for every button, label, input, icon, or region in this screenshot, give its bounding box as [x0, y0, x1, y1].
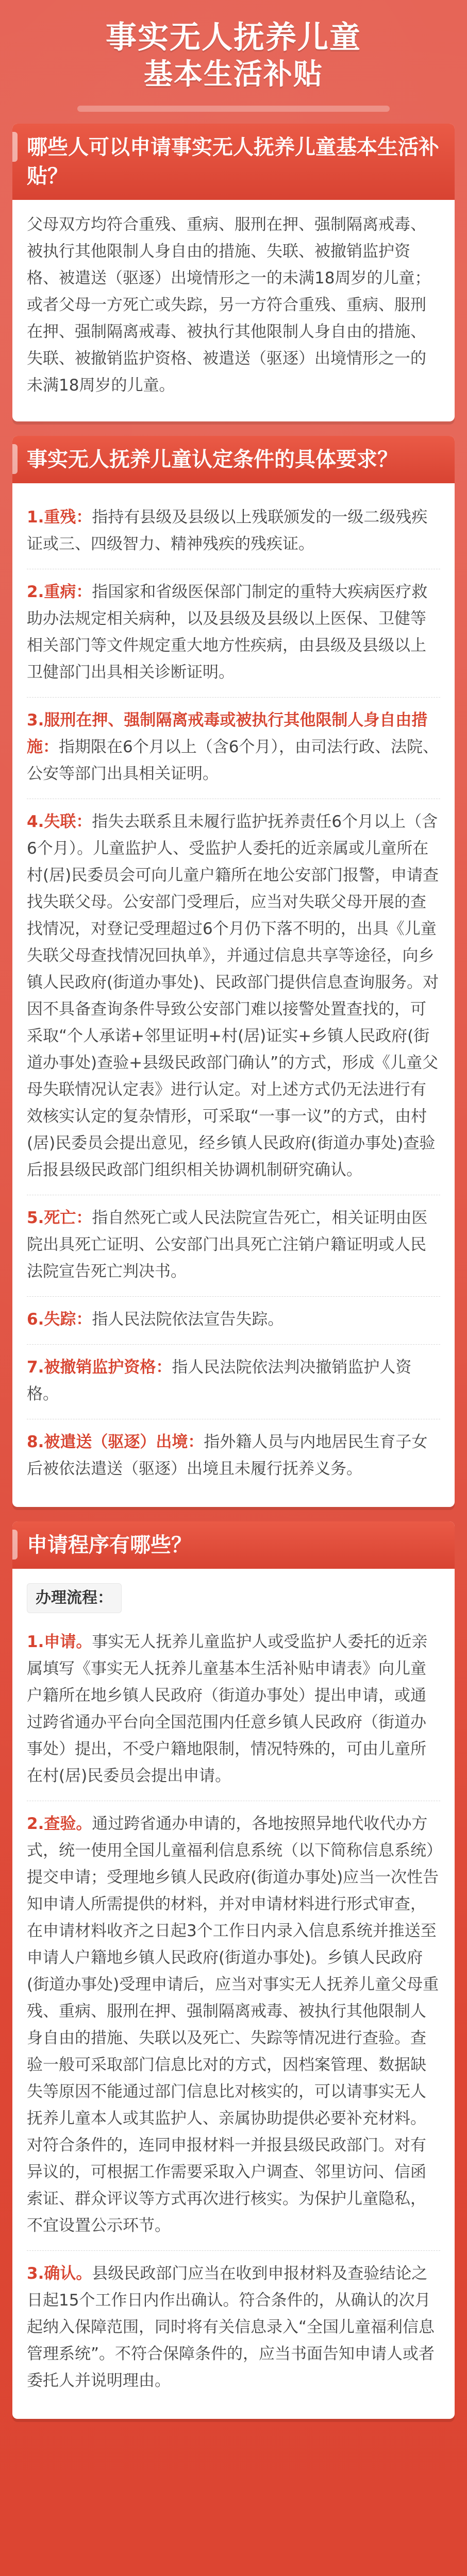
- requirement-text: 指国家和省级医保部门制定的重特大疾病医疗救助办法规定相关病种，以及县级及县级以上医保、卫健等相关部门等文件规定重大地方性疾病，由县级及县级以上卫健部门出具相关诊断证明。: [27, 583, 428, 682]
- requirement-label: 5.死亡：: [27, 1209, 92, 1227]
- section-heading-text: 哪些人可以申请事实无人抚养儿童基本生活补贴？: [27, 135, 439, 188]
- section-body: [12, 200, 455, 421]
- process-step-text: 事实无人抚养儿童监护人或受监护人委托的近亲属填写《事实无人抚养儿童基本生活补贴申请表》向儿童户籍所在地乡镇人民政府（街道办事处）提出申请，或通过跨省通办平台向全国范围内任意乡镇人民政府（街道办事处）提出，不受户籍地限制，情况特殊的，可由儿童所在村(居)民委员会提出申请。: [27, 1633, 428, 1785]
- requirement-text: 指人民法院依法宣告失踪。: [92, 1310, 284, 1329]
- section-heading: [12, 124, 455, 200]
- requirement-item: [27, 698, 440, 799]
- section-application-procedure: [12, 1521, 455, 2419]
- title-decoration: [77, 106, 390, 112]
- requirement-label: 8.被遣送（驱逐）出境：: [27, 1433, 204, 1451]
- section-heading-accent: [12, 132, 18, 162]
- requirement-label: 6.失踪：: [27, 1310, 92, 1329]
- process-step: [27, 2251, 440, 2405]
- section-paragraph: 父母双方均符合重残、重病、服刑在押、强制隔离戒毒、被执行其他限制人身自由的措施、失联、被撤销监护资格、被遣送（驱逐）出境情形之一的未满18周岁的儿童；或者父母一方死亡或失踪，另一方符合重残、重病、服刑在押、强制隔离戒毒、被执行其他限制人身自由的措施、失联、被撤销监护资格、被遣送（驱逐）出境情形之一的未满18周岁的儿童。: [27, 215, 431, 395]
- section-body: [12, 483, 455, 1507]
- section-heading-text: 申请程序有哪些？: [27, 1533, 192, 1557]
- section-card: [12, 124, 455, 421]
- process-step-label: 2.查验。: [27, 1815, 92, 1833]
- section-card: [12, 436, 455, 1507]
- requirement-text: 指期限在6个月以上（含6个月），由司法行政、法院、公安等部门出具相关证明。: [27, 738, 439, 783]
- requirement-item: [27, 1345, 440, 1419]
- requirement-item: [27, 799, 440, 1195]
- requirement-label: 2.重病：: [27, 583, 92, 601]
- requirement-label: 7.被撤销监护资格：: [27, 1358, 172, 1377]
- title-line-2: 基本生活补贴: [144, 58, 323, 91]
- section-heading-accent: [12, 444, 18, 474]
- requirement-text: 指外籍人员与内地居民生育子女后被依法遣送（驱逐）出境且未履行抚养义务。: [27, 1433, 428, 1478]
- section-heading: [12, 436, 455, 483]
- requirement-item: [27, 569, 440, 698]
- process-step-label: 1.申请。: [27, 1633, 92, 1651]
- section-recognition-requirements: [12, 436, 455, 1507]
- requirement-label: 1.重残：: [27, 508, 92, 527]
- process-step: [27, 1619, 440, 1801]
- requirement-item: [27, 1297, 440, 1345]
- process-step-text: 县级民政部门应当在收到申报材料及查验结论之日起15个工作日内作出确认。符合条件的，从确认的次月起纳入保障范围，同时将有关信息录入“全国儿童福利信息管理系统”。不符合保障条件的，应当书面告知申请人或者委托人并说明理由。: [27, 2264, 435, 2390]
- requirement-text: 指持有县级及县级以上残联颁发的一级二级残疾证或三、四级智力、精神残疾的残疾证。: [27, 508, 428, 553]
- requirement-text: 指自然死亡或人民法院宣告死亡，相关证明由医院出具死亡证明、公安部门出具死亡注销户籍证明或人民法院宣告死亡判决书。: [27, 1209, 428, 1281]
- requirement-item: [27, 1419, 440, 1494]
- section-body: [12, 1569, 455, 2419]
- requirement-item: [27, 495, 440, 569]
- requirement-item: [27, 1195, 440, 1297]
- process-subheading: 办理流程：: [27, 1583, 122, 1613]
- section-heading: [12, 1521, 455, 1569]
- section-heading-accent: [12, 1530, 18, 1560]
- process-step-text: 通过跨省通办申请的，各地按照异地代收代办方式，统一使用全国儿童福利信息系统（以下简称信息系统）提交申请；受理地乡镇人民政府(街道办事处)应当一次性告知申请人所需提供的材料，并对申请材料进行形式审查，在申请材料收齐之日起3个工作日内录入信息系统并推送至申请人户籍地乡镇人民政府(街道办事处)。乡镇人民政府(街道办事处)受理申请后，应当对事实无人抚养儿童父母重残、重病、服刑在押、强制隔离戒毒、被执行其他限制人身自由的措施、失联以及死亡、失踪等情况进行查验。查验一般可采取部门信息比对的方式，因档案管理、数据缺失等原因不能通过部门信息比对核实的，可以请事实无人抚养儿童本人或其监护人、亲属协助提供必要补充材料。对符合条件的，连同申报材料一并报县级民政部门。对有异议的，可根据工作需要采取入户调查、邻里访问、信函索证、群众评议等方式再次进行核实。为保护儿童隐私，不宜设置公示环节。: [27, 1815, 439, 2235]
- process-step-label: 3.确认。: [27, 2264, 92, 2283]
- requirement-label: 3.服刑在押、强制隔离戒毒或被执行其他限制人身自由措施：: [27, 711, 428, 756]
- header: [0, 0, 467, 124]
- requirement-text: 指人民法院依法判决撤销监护人资格。: [27, 1358, 412, 1403]
- page-title: [0, 19, 467, 93]
- requirement-label: 4.失联：: [27, 812, 92, 831]
- process-step: [27, 1801, 440, 2251]
- section-card: [12, 1521, 455, 2419]
- title-line-1: 事实无人抚养儿童: [106, 20, 361, 56]
- requirement-text: 指失去联系且未履行监护抚养责任6个月以上（含6个月）。儿童监护人、受监护人委托的近亲属或儿童所在村(居)民委员会可向儿童户籍所在地公安部门报警，申请查找失联父母。公安部门受理后，应当对失联父母开展的查找情况，对登记受理超过6个月仍下落不明的，出具《儿童失联父母查找情况回执单》，并通过信息共享等途径，向乡镇人民政府(街道办事处)、民政部门提供信息查询服务。对因不具备查询条件导致公安部门难以接警处置查找的，可采取“个人承诺+邻里证明+村(居)证实+乡镇人民政府(街道办事处)查验+县级民政部门确认”的方式，形成《儿童父母失联情况认定表》进行认定。对上述方式仍无法进行有效核实认定的复杂情形，可采取“一事一议”的方式，由村(居)民委员会提出意见，经乡镇人民政府(街道办事处)查验后报县级民政部门组织相关协调机制研究确认。: [27, 812, 439, 1179]
- section-eligible-applicants: [12, 124, 455, 421]
- section-heading-text: 事实无人抚养儿童认定条件的具体要求？: [27, 448, 398, 471]
